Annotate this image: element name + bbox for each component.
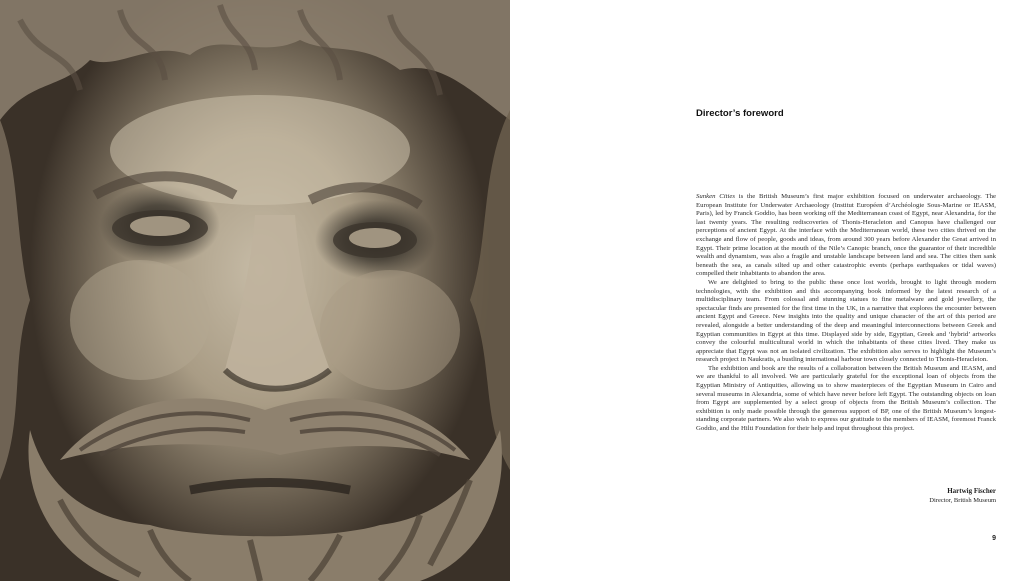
signature-block	[929, 487, 996, 505]
page-number: 9	[992, 535, 996, 542]
paragraph-1	[696, 193, 996, 279]
paragraph-2	[696, 279, 996, 365]
paragraph-3-text: The exhibition and book are the results of a collaboration between the British Museum and IEASM, and we are thankful to all involved. We are particularly grateful for the exceptional loan of objects from the Egyptian Ministry of Antiquities, allowing us to show masterpieces of the Egyptian Museum in Cairo and several museums in Alexandria, some of which have never before left Egypt. The outstanding objects on loan from Egypt are supplemented by a select group of objects from the British Museum’s collection. The exhibition is only made possible through the generous support of BP, one of the British Museum’s longest-standing corporate partners. We also wish to express our gratitude to the members of IEASM, foremost Franck Goddio, and the Hilti Foundation for their help and input throughout this project.	[696, 364, 996, 433]
page-heading: Director’s foreword	[696, 108, 784, 119]
signatory-role: Director, British Museum	[929, 497, 996, 504]
foreword-body	[696, 193, 996, 434]
exhibition-title: Sunken Cities	[696, 193, 735, 200]
text-page	[510, 0, 1020, 581]
paragraph-3	[696, 365, 996, 434]
paragraph-1-text: is the British Museum’s first major exhibition focused on underwater archaeology. The European Institute for Underwater Archaeology (Institut Européen d’Archéologie Sous-Marine or IEASM, Paris), led by Franck Goddio, has been working off the Mediterranean coast of Egypt, near Alexandria, for the last twenty years. The resulting rediscoveries of Thonis-Heracleion and Canopus have challenged our perceptions of ancient Egypt. At the interface with the Mediterranean world, these two cities thrived on the exchange and flow of people, goods and ideas, from around 300 years before Alexander the Great arrived in Egypt. Their prime location at the mouth of the Nile’s Canopic branch, once the guarantor of their incredible wealth and dynamism, was also a fragile and unstable landscape between land and sea. The cities then sank beneath the sea, as canals silted up and other catastrophic events (perhaps earthquakes or tidal waves) compelled their inhabitants to abandon the area.	[696, 193, 996, 278]
paragraph-2-text: We are delighted to bring to the public these once lost worlds, brought to light through modern technologies, with the exhibition and this accompanying book informed by the latest research of a multidisciplinary team. From colossal and stunning statues to fine metalware and gold jewellery, the spectacular finds are presented for the first time in the UK, in a narrative that explores the encounter between ancient Egypt and Greece. New insights into the quality and unique character of the art of this period are revealed, alongside a better understanding of the deep and meaningful interconnections between Greek and Egyptian communities in Egypt at this time. Displayed side by side, Egyptian, Greek and ‘hybrid’ artworks convey the colourful multicultural world in which the inhabitants of these cities lived. They make us appreciate that Egypt was not an isolated civilization. The exhibition also serves to highlight the Museum’s research project in Naukratis, a bustling international harbour town closely connected to Thonis-Heracleion.	[696, 278, 996, 364]
signatory-name: Hartwig Fischer	[947, 487, 996, 495]
nose	[225, 215, 330, 389]
